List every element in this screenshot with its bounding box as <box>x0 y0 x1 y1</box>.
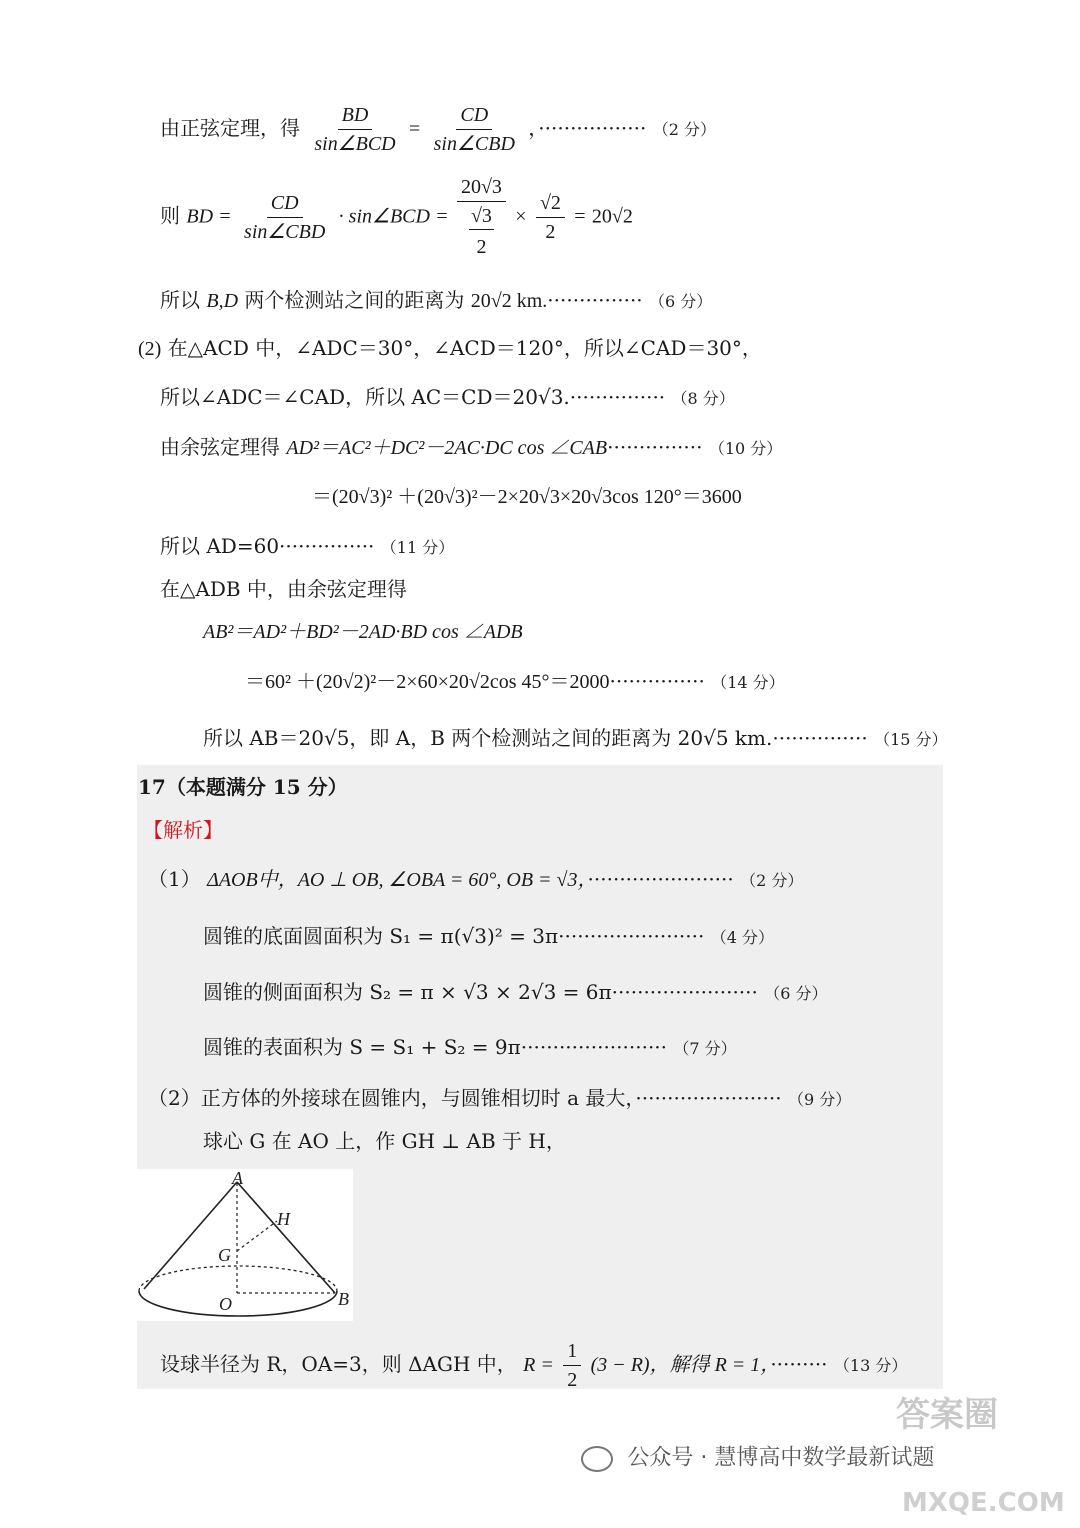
conclusion1-b: B,D <box>206 290 239 312</box>
analysis-tag <box>143 820 223 840</box>
bd-fraction <box>240 192 329 243</box>
ab-formula-line <box>203 622 523 642</box>
sine-rhs-num: CD <box>456 104 492 130</box>
bd-mid: · sin∠BCD <box>338 205 430 228</box>
bd-result: 20√2 <box>591 205 633 228</box>
sine-lhs-num: BD <box>338 104 373 130</box>
cosine-law-line: 由余弦定理得 AD²＝AC²＋DC²－2AC·DC cos ∠CAB··············· （10 分） <box>160 435 783 459</box>
label-G: G <box>218 1245 231 1265</box>
part2-text: 在△ACD 中，∠ADC＝30°，∠ACD＝120°，所以∠CAD＝30°， <box>167 336 762 360</box>
cos-calc: ＝(20√3)² ＋(20√3)²－2×20√3×20√3cos 120°＝3600 <box>312 486 742 508</box>
radius-a: 设球半径为 R，OA=3，则 ΔAGH 中， <box>160 1352 517 1376</box>
watermark-site <box>902 1490 1065 1516</box>
cosine-calc-line <box>312 487 742 507</box>
adb-intro: 在△ADB 中，由余弦定理得 <box>160 577 407 601</box>
sqrt2-den: 2 <box>545 220 556 243</box>
sine-law-line: 由正弦定理，得 $\frac{BD}{\text{sin∠BCD}}$ = $\frac{CD}{\text{sin∠CBD}}$ ，················· （2 分） <box>160 104 716 155</box>
watermark-logo-text: 答案圈 <box>896 1395 998 1435</box>
sine-lhs-den: sin∠BCD <box>314 133 396 155</box>
score-15: （15 分） <box>874 730 948 749</box>
radius-c: (3 − R)，解得 R = 1， <box>590 1354 771 1376</box>
q17-part2-line: （2）正方体的外接球在圆锥内，与圆锥相切时 a 最大，······················· （9 分） <box>148 1086 852 1110</box>
part2-intro-line <box>138 338 762 359</box>
q17-title-text: 17（本题满分 15 分） <box>138 775 348 799</box>
adb-intro-line <box>160 579 407 599</box>
sine-intro: 由正弦定理，得 <box>160 116 300 140</box>
score-2b: （2 分） <box>740 871 804 890</box>
score-6: （6 分） <box>649 292 713 311</box>
bd-frac-den: sin∠CBD <box>244 220 326 243</box>
part2-line2-text: 所以∠ADC＝∠CAD，所以 AC＝CD＝20√3. <box>160 385 570 409</box>
side-area: 圆锥的侧面面积为 S₂ = π × √3 × 2√3 = 6π <box>203 980 612 1004</box>
watermark-text: 公众号 · 慧博高中数学最新试题 <box>627 1445 935 1471</box>
label-H: H <box>277 1209 290 1229</box>
ab-calc-line: ＝60² ＋(20√2)²－2×60×20√2cos 45°＝2000··············· （14 分） <box>245 669 785 693</box>
ad-result: 所以 AD=60 <box>160 534 280 558</box>
score-14: （14 分） <box>711 673 785 692</box>
q1-label: （1） <box>148 867 201 891</box>
sine-rhs-fraction <box>430 104 519 155</box>
cone-figure <box>137 1169 353 1321</box>
ab-formula: AB²＝AD²＋BD²－2AD·BD cos ∠ADB <box>203 621 523 643</box>
score-13: （13 分） <box>833 1356 908 1375</box>
sine-lhs-fraction <box>310 104 399 155</box>
bd-value-fraction <box>457 176 506 258</box>
radius-line: 设球半径为 R，OA=3，则 ΔAGH 中， R = $\frac{1}{2}$ (3 − R)，解得 R = 1，········· （13 分） <box>160 1340 908 1391</box>
final-line: 所以 AB＝20√5，即 A，B 两个检测站之间的距离为 20√5 km. <box>203 726 773 750</box>
ad-result-line: 所以 AD=60··············· （11 分） <box>160 534 455 558</box>
q17-part1-line: （1） ΔAOB中，AO ⊥ OB, ∠OBA = 60°, OB = √3，······················· （2 分） <box>148 867 804 891</box>
question-17-title <box>138 777 348 797</box>
part2-line2: 所以∠ADC＝∠CAD，所以 AC＝CD＝20√3.··············· （8 分） <box>160 385 735 409</box>
half-fraction <box>563 1340 581 1391</box>
bd-var: BD <box>186 205 214 228</box>
radius-b: R = <box>523 1354 554 1376</box>
conclusion1-a: 所以 <box>160 288 200 312</box>
surface-area: 圆锥的表面积为 S = S₁ + S₂ = 9π <box>203 1035 521 1059</box>
bd-prefix: 则 <box>160 203 180 228</box>
bd-computation-line: 则 BD = $\frac{CD}{\text{sin∠CBD}}$ · sin∠BCD = $\frac{20√3}{\frac{√3}{2}}$ × $\frac{√2}{2}$ = 20√2 <box>160 176 633 258</box>
bd-val-den-den: 2 <box>476 236 487 258</box>
label-O: O <box>219 1294 232 1314</box>
surface-area-line: 圆锥的表面积为 S = S₁ + S₂ = 9π······················· （7 分） <box>203 1035 737 1059</box>
score-2: （2 分） <box>652 120 716 139</box>
q2-text: （2）正方体的外接球在圆锥内，与圆锥相切时 a 最大， <box>148 1086 636 1110</box>
q2-line2: 球心 G 在 AO 上，作 GH ⊥ AB 于 H， <box>203 1129 566 1153</box>
half-num: 1 <box>563 1340 581 1366</box>
score-7: （7 分） <box>673 1039 737 1058</box>
base-area: 圆锥的底面圆面积为 S₁ = π(√3)² = 3π <box>203 924 559 948</box>
side-area-line: 圆锥的侧面面积为 S₂ = π × √3 × 2√3 = 6π······················· （6 分） <box>203 980 828 1004</box>
sqrt2-num: √2 <box>536 192 565 218</box>
part2-label: (2) <box>138 338 162 360</box>
conclusion1-c: 两个检测站之间的距离为 <box>244 288 465 312</box>
analysis-tag-text: 【解析】 <box>143 818 223 842</box>
score-11: （11 分） <box>380 538 455 557</box>
half-den: 2 <box>567 1369 578 1391</box>
watermark-logo <box>896 1395 998 1435</box>
ab-calc: ＝60² ＋(20√2)²－2×60×20√2cos 45°＝2000 <box>245 671 610 693</box>
conclusion1-d: 20√2 km. <box>470 290 548 312</box>
score-8: （8 分） <box>671 389 735 408</box>
bd-frac-num: CD <box>267 192 303 218</box>
sqrt2-half-fraction <box>536 192 565 243</box>
bd-val-den-num: √3 <box>469 205 494 230</box>
sine-rhs-den: sin∠CBD <box>433 133 515 155</box>
label-B: B <box>338 1289 349 1309</box>
score-6b: （6 分） <box>764 984 828 1003</box>
watermark-wechat <box>581 1446 934 1472</box>
bd-val-num: 20√3 <box>457 176 506 202</box>
score-9: （9 分） <box>787 1090 852 1109</box>
wechat-icon <box>581 1446 613 1472</box>
final-conclusion-line: 所以 AB＝20√5，即 A，B 两个检测站之间的距离为 20√5 km.··············· （15 分） <box>203 726 948 750</box>
q1-text: ΔAOB中，AO ⊥ OB, ∠OBA = 60°, OB = √3， <box>207 869 588 891</box>
watermark-site-text: MXQE.COM <box>902 1488 1065 1518</box>
base-area-line: 圆锥的底面圆面积为 S₁ = π(√3)² = 3π······················· （4 分） <box>203 924 775 948</box>
conclusion-bd-line: 所以 B,D 两个检测站之间的距离为 20√2 km.··············· （6 分） <box>160 288 713 312</box>
cos-intro: 由余弦定理得 <box>160 435 280 459</box>
cos-formula: AD²＝AC²＋DC²－2AC·DC cos ∠CAB <box>286 437 608 459</box>
sphere-center-line <box>203 1131 566 1151</box>
label-A: A <box>232 1169 243 1188</box>
score-4: （4 分） <box>710 928 775 947</box>
score-10: （10 分） <box>708 439 783 458</box>
